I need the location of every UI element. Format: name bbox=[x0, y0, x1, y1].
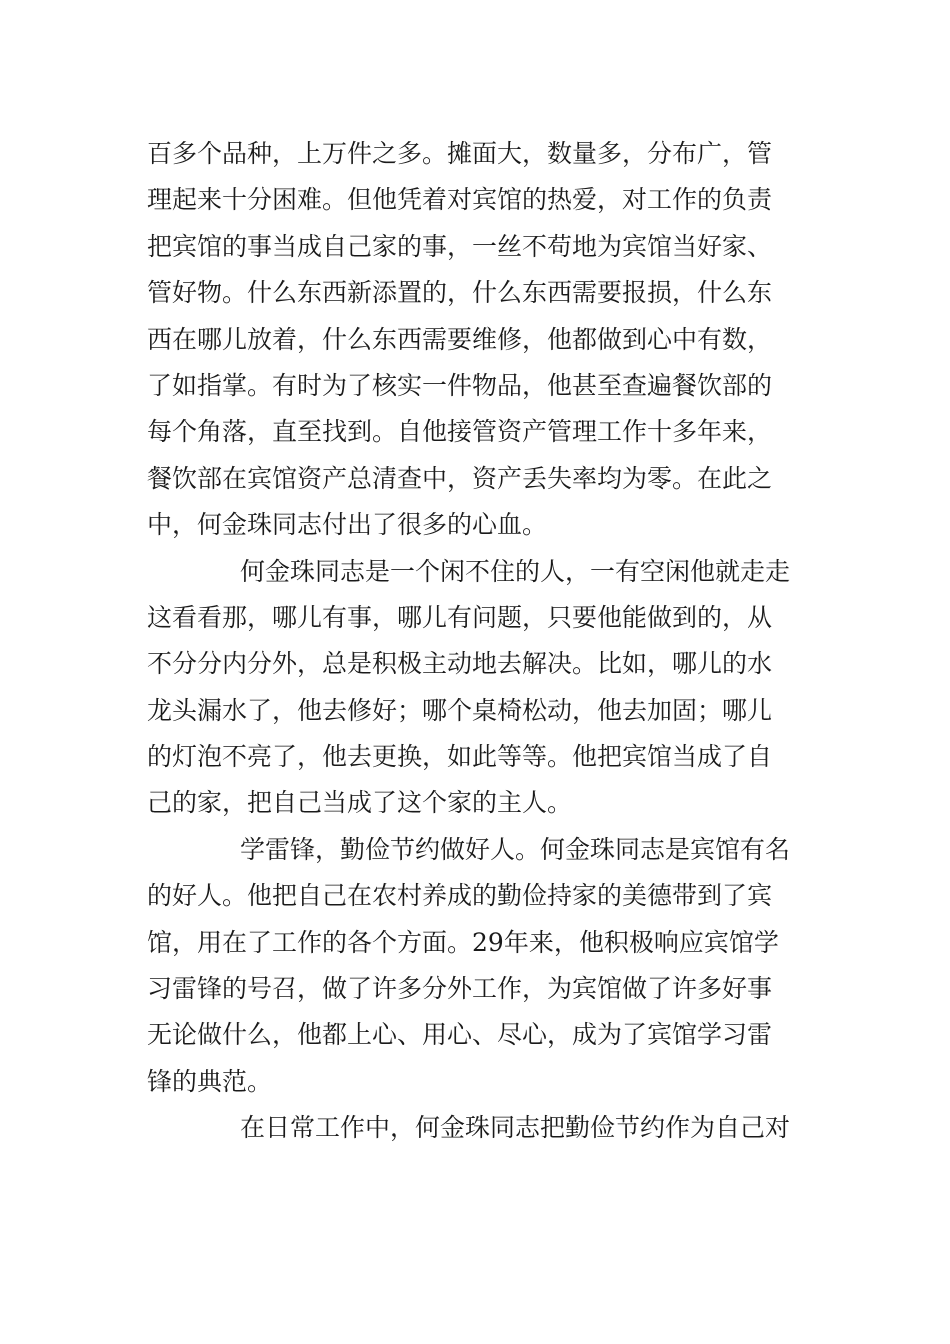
text-line: 锋的典范。 bbox=[147, 1066, 273, 1096]
paragraph bbox=[147, 827, 811, 1105]
paragraph bbox=[147, 131, 811, 549]
text-line: 不分分内分外，总是积极主动地去解决。比如，哪儿的水 bbox=[147, 649, 773, 679]
text-line: 的灯泡不亮了，他去更换，如此等等。他把宾馆当成了自 bbox=[147, 742, 773, 772]
document-body bbox=[147, 131, 811, 1152]
text-line: 无论做什么，他都上心、用心、尽心，成为了宾馆学习雷 bbox=[147, 1020, 773, 1050]
text-line: 习雷锋的号召，做了许多分外工作，为宾馆做了许多好事 bbox=[147, 974, 773, 1004]
text-line: 龙头漏水了，他去修好；哪个桌椅松动，他去加固；哪儿 bbox=[147, 695, 773, 725]
text-line: 西在哪儿放着，什么东西需要维修，他都做到心中有数， bbox=[147, 324, 773, 354]
text-line: 餐饮部在宾馆资产总清查中，资产丢失率均为零。在此之 bbox=[147, 463, 773, 493]
text-line: 了如指掌。有时为了核实一件物品，他甚至查遍餐饮部的 bbox=[147, 370, 773, 400]
text-line: 的好人。他把自己在农村养成的勤俭持家的美德带到了宾 bbox=[147, 881, 773, 911]
text-line: 中，何金珠同志付出了很多的心血。 bbox=[147, 510, 548, 540]
text-line: 管好物。什么东西新添置的，什么东西需要报损，什么东 bbox=[147, 278, 773, 308]
text-line: 每个角落，直至找到。自他接管资产管理工作十多年来， bbox=[147, 417, 773, 447]
text-line: 学雷锋，勤俭节约做好人。何金珠同志是宾馆有名 bbox=[240, 834, 791, 864]
text-line: 馆，用在了工作的各个方面。29年来，他积极响应宾馆学 bbox=[147, 927, 779, 957]
text-line: 这看看那，哪儿有事，哪儿有问题，只要他能做到的，从 bbox=[147, 602, 773, 632]
text-line: 百多个品种，上万件之多。摊面大，数量多，分布广，管 bbox=[147, 139, 773, 168]
paragraph bbox=[147, 549, 811, 827]
text-line: 在日常工作中，何金珠同志把勤俭节约作为自己对 bbox=[240, 1113, 791, 1143]
text-line: 己的家，把自己当成了这个家的主人。 bbox=[147, 788, 573, 818]
text-line: 理起来十分困难。但他凭着对宾馆的热爱，对工作的负责 bbox=[147, 185, 773, 215]
text-line: 何金珠同志是一个闲不住的人，一有空闲他就走走 bbox=[240, 556, 791, 586]
text-line: 把宾馆的事当成自己家的事，一丝不苟地为宾馆当好家、 bbox=[147, 231, 773, 261]
paragraph bbox=[147, 1105, 811, 1151]
